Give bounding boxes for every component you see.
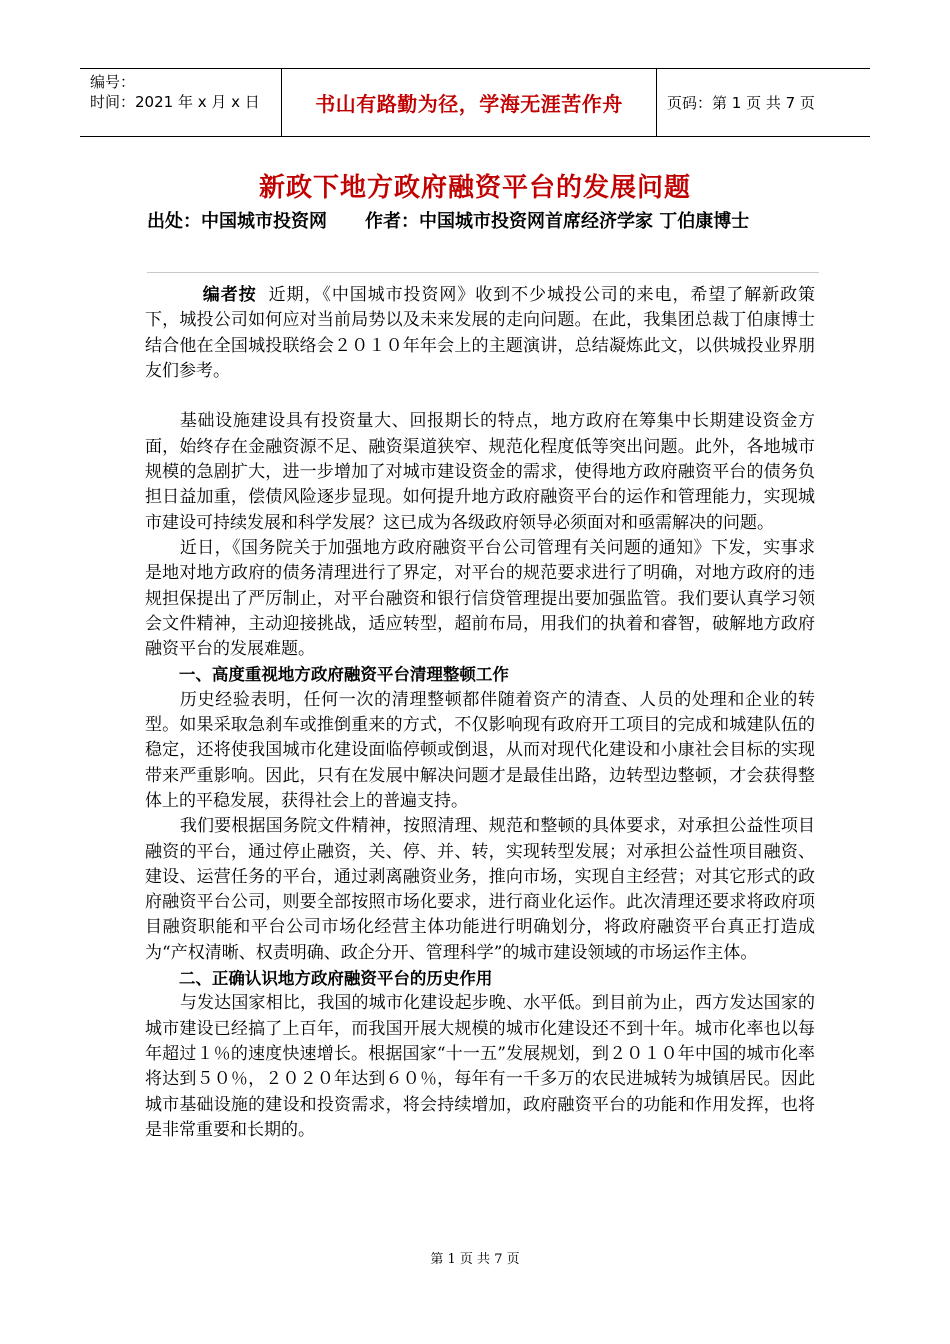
- source-line: [147, 208, 827, 235]
- paragraph-spacer: [145, 384, 815, 409]
- header-page-label: 页码：第 1 页 共 7 页: [667, 94, 815, 112]
- paragraph: 我们要根据国务院文件精神，按照清理、规范和整顿的具体要求，对承担公益性项目融资的平台，通过停止融资，关、停、并、转，实现转型发展；对承担公益性项目融资、建设、运营任务的平台，通过剥离融资业务，推向市场，实现自主经营；对其它形式的政府融资平台公司，则要全部按照市场化要求，进行商业化运作。此次清理还要求将政府项目融资职能和平台公司市场化经营主体功能进行明确划分，将政府融资平台真正打造成为“产权清晰、权责明确、政企分开、管理科学”的城市建设领域的市场运作主体。: [145, 816, 815, 963]
- paragraph: 基础设施建设具有投资量大、回报期长的特点，地方政府在筹集中长期建设资金方面，始终存在金融资源不足、融资渠道狭窄、规范化程度低等突出问题。此外，各地城市规模的急剧扩大，进一步增加了对城市建设资金的需求，使得地方政府融资平台的债务负担日益加重，偿债风险逐步显现。如何提升地方政府融资平台的运作和管理能力，实现城市建设可持续发展和科学发展？这已成为各级政府领导必须面对和亟需解决的问题。: [145, 411, 815, 533]
- page-footer: 第 1 页 共 7 页: [430, 1252, 520, 1267]
- document-title: 新政下地方政府融资平台的发展问题: [258, 173, 691, 203]
- document-time-label: 时间：2021 年 x 月 x 日: [90, 93, 260, 111]
- editor-note: [145, 283, 815, 384]
- editor-note-text: 近期，《中国城市投资网》收到不少城投公司的来电，希望了解新政策下，城投公司如何应对当前局势以及未来发展的走向问题。在此，我集团总裁丁伯康博士结合他在全国城投联络会２０１０年年会上的主题演讲，总结凝炼此文，以供城投业界朋友们参考。: [145, 285, 816, 381]
- header-table: [80, 68, 870, 137]
- paragraph: 近日，《国务院关于加强地方政府融资平台公司管理有关问题的通知》下发，实事求是地对地方政府的债务清理进行了界定，对平台的规范要求进行了明确，对地方政府的违规担保提出了严厉制止，对平台融资和银行信贷管理提出要加强监管。我们要认真学习领会文件精神，主动迎接挑战，适应转型，超前布局，用我们的执着和睿智，破解地方政府融资平台的发展难题。: [145, 537, 815, 660]
- divider: [147, 272, 819, 273]
- section-heading: 二、正确认识地方政府融资平台的历史作用: [178, 969, 493, 989]
- paragraph: 历史经验表明，任何一次的清理整顿都伴随着资产的清查、人员的处理和企业的转型。如果采取急刹车或推倒重来的方式，不仅影响现有政府开工项目的完成和城建队伍的稳定，还将使我国城市化建设面临停顿或倒退，从而对现代化建设和小康社会目标的实现带来严重影响。因此，只有在发展中解决问题才是最佳出路，边转型边整顿，才会获得整体上的平稳发展，获得社会上的普遍支持。: [145, 689, 815, 811]
- source-label: 出处：中国城市投资网: [147, 211, 327, 232]
- section-heading: 一、高度重视地方政府融资平台清理整顿工作: [178, 665, 509, 685]
- document-number-label: 编号：: [90, 73, 136, 91]
- header-motto: 书山有路勤为径，学海无涯苦作舟: [282, 69, 657, 136]
- document-body: [145, 283, 815, 1143]
- editor-note-label: 编者按: [202, 285, 257, 305]
- paragraph: 与发达国家相比，我国的城市化建设起步晚、水平低。到目前为止，西方发达国家的城市建设已经搞了上百年，而我国开展大规模的城市化建设还不到十年。城市化率也以每年超过１％的速度快速增长。根据国家“十一五”发展规划，到２０１０年中国的城市化率将达到５０％，２０２０年达到６０％，每年有一千多万的农民进城转为城镇居民。因此城市基础设施的建设和投资需求，将会持续增加，政府融资平台的功能和作用发挥，也将是非常重要和长期的。: [145, 993, 815, 1140]
- header-left-cell: [80, 69, 282, 136]
- author-label: 作者：中国城市投资网首席经济学家 丁伯康博士: [365, 211, 750, 232]
